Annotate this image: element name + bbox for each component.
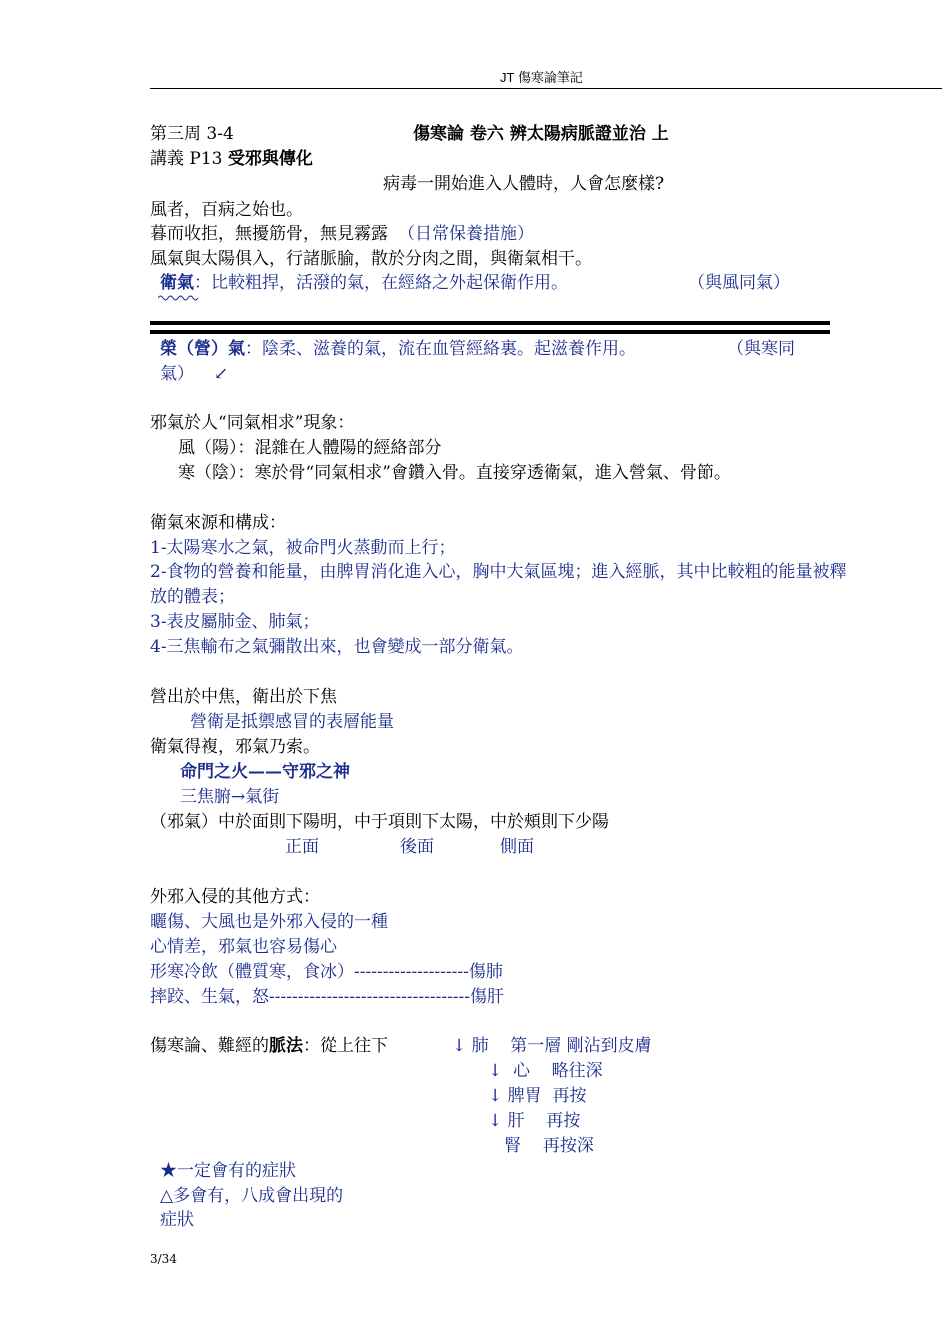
other-way-item: 摔跤、生氣，怒-----------------------------------傷肝: [150, 987, 505, 1007]
wavy-underline: [158, 294, 200, 302]
text-line: 風氣與太陽俱入，行諸脈腧，散於分肉之間，與衛氣相干。: [150, 249, 592, 269]
source-item: 2-食物的營養和能量，由脾胃消化進入心，胸中大氣區塊；進入經脈，其中比較粗的能量被釋: [150, 562, 847, 582]
chapter-title: 傷寒論 卷六 辨太陽病脈證並治 上: [413, 124, 669, 144]
pulse-term: 脈法: [269, 1036, 303, 1056]
ying-wei-origin: 營出於中焦，衛出於下焦: [150, 687, 337, 707]
pulse-row: ↓ 肺 第一層 剛沾到皮膚: [452, 1036, 652, 1056]
down-left-arrow-icon: ↙: [214, 364, 229, 384]
wei-qi-desc: ：比較粗捍，活潑的氣，在經絡之外起保衛作用。: [194, 273, 568, 293]
ying-qi-desc: ：陰柔、滋養的氣，流在血管經絡裏。起滋養作用。: [245, 339, 636, 359]
opening-question: 病毒一開始進入人體時，人會怎麼樣?: [383, 174, 665, 194]
legend-triangle-cont: 症狀: [160, 1210, 194, 1230]
daily-care-note: （日常保養措施）: [398, 224, 534, 244]
text-span: 暮而收拒，無擾筋骨，無見霧露: [150, 224, 388, 244]
pulse-row: 腎 再按深: [488, 1136, 594, 1156]
ying-qi-note: （與寒同: [727, 339, 795, 359]
header-rule: [150, 88, 942, 89]
legend-star: ★一定會有的症狀: [160, 1161, 296, 1181]
pulse-rest: ：從上往下: [303, 1036, 388, 1056]
page-number: 3/34: [150, 1252, 177, 1266]
ying-wei-energy: 營衛是抵禦感冒的表層能量: [190, 712, 394, 732]
xieqi-title: 邪氣於人“同氣相求”現象：: [150, 413, 355, 433]
ying-qi-note-cont: 氣）: [160, 364, 194, 384]
week-label: 第三周 3-4: [150, 124, 234, 144]
xieqi-cold: 寒（陰）：寒於骨“同氣相求”會鑽入骨。直接穿透衛氣，進入營氣、骨節。: [178, 463, 731, 483]
face-label-side: 側面: [500, 837, 534, 857]
face-label-back: 後面: [400, 837, 434, 857]
wei-qi-note: （與風同氣）: [688, 273, 790, 293]
wei-qi-line: [160, 275, 568, 292]
xieqi-wind: 風（陽）：混雜在人體陽的經絡部分: [178, 438, 442, 458]
pulse-intro: 傷寒論、難經的: [150, 1036, 269, 1056]
ying-wei-restore: 衛氣得複，邪氣乃索。: [150, 737, 320, 757]
source-item: 1-太陽寒水之氣，被命門火蒸動而上行；: [150, 538, 456, 558]
wei-qi-term: 衛氣: [160, 273, 194, 293]
source-title: 衛氣來源和構成：: [150, 513, 286, 533]
source-item: 3-表皮屬肺金、肺氣；: [150, 612, 320, 632]
pulse-row: ↓ 心 略往深: [488, 1061, 603, 1081]
mingmen-fire: 命門之火——守邪之神: [180, 762, 350, 782]
other-ways-title: 外邪入侵的其他方式：: [150, 887, 320, 907]
other-way-item: 心情差，邪氣也容易傷心: [150, 937, 337, 957]
source-item: 放的體表；: [150, 587, 235, 607]
legend-triangle: △多會有，八成會出現的: [160, 1186, 344, 1206]
ying-qi-line: [160, 341, 636, 358]
lecture-prefix: 講義 P13: [150, 149, 228, 169]
pulse-row: ↓ 脾胃 再按: [488, 1086, 587, 1106]
running-header: JT 傷寒論筆記: [500, 70, 583, 85]
ying-qi-term: 榮（營）氣: [160, 339, 245, 359]
pulse-intro-line: [150, 1038, 388, 1055]
pulse-row: ↓ 肝 再按: [488, 1111, 581, 1131]
double-rule-top: [150, 321, 830, 325]
lecture-topic: 受邪與傳化: [227, 149, 313, 169]
sanjiao-qijie: 三焦腑→氣街: [180, 787, 280, 807]
other-way-item: 形寒冷飲（體質寒，食冰）--------------------傷肺: [150, 962, 503, 982]
xieqi-entry: （邪氣）中於面則下陽明，中于項則下太陽，中於頰則下少陽: [150, 812, 609, 832]
double-rule-bottom: [150, 330, 830, 334]
source-item: 4-三焦輸布之氣彌散出來，也會變成一部分衛氣。: [150, 637, 524, 657]
text-line: [150, 226, 534, 243]
lecture-line: [150, 151, 313, 168]
text-line: 風者，百病之始也。: [150, 200, 303, 220]
other-way-item: 曬傷、大風也是外邪入侵的一種: [150, 912, 388, 932]
face-label-front: 正面: [285, 837, 319, 857]
